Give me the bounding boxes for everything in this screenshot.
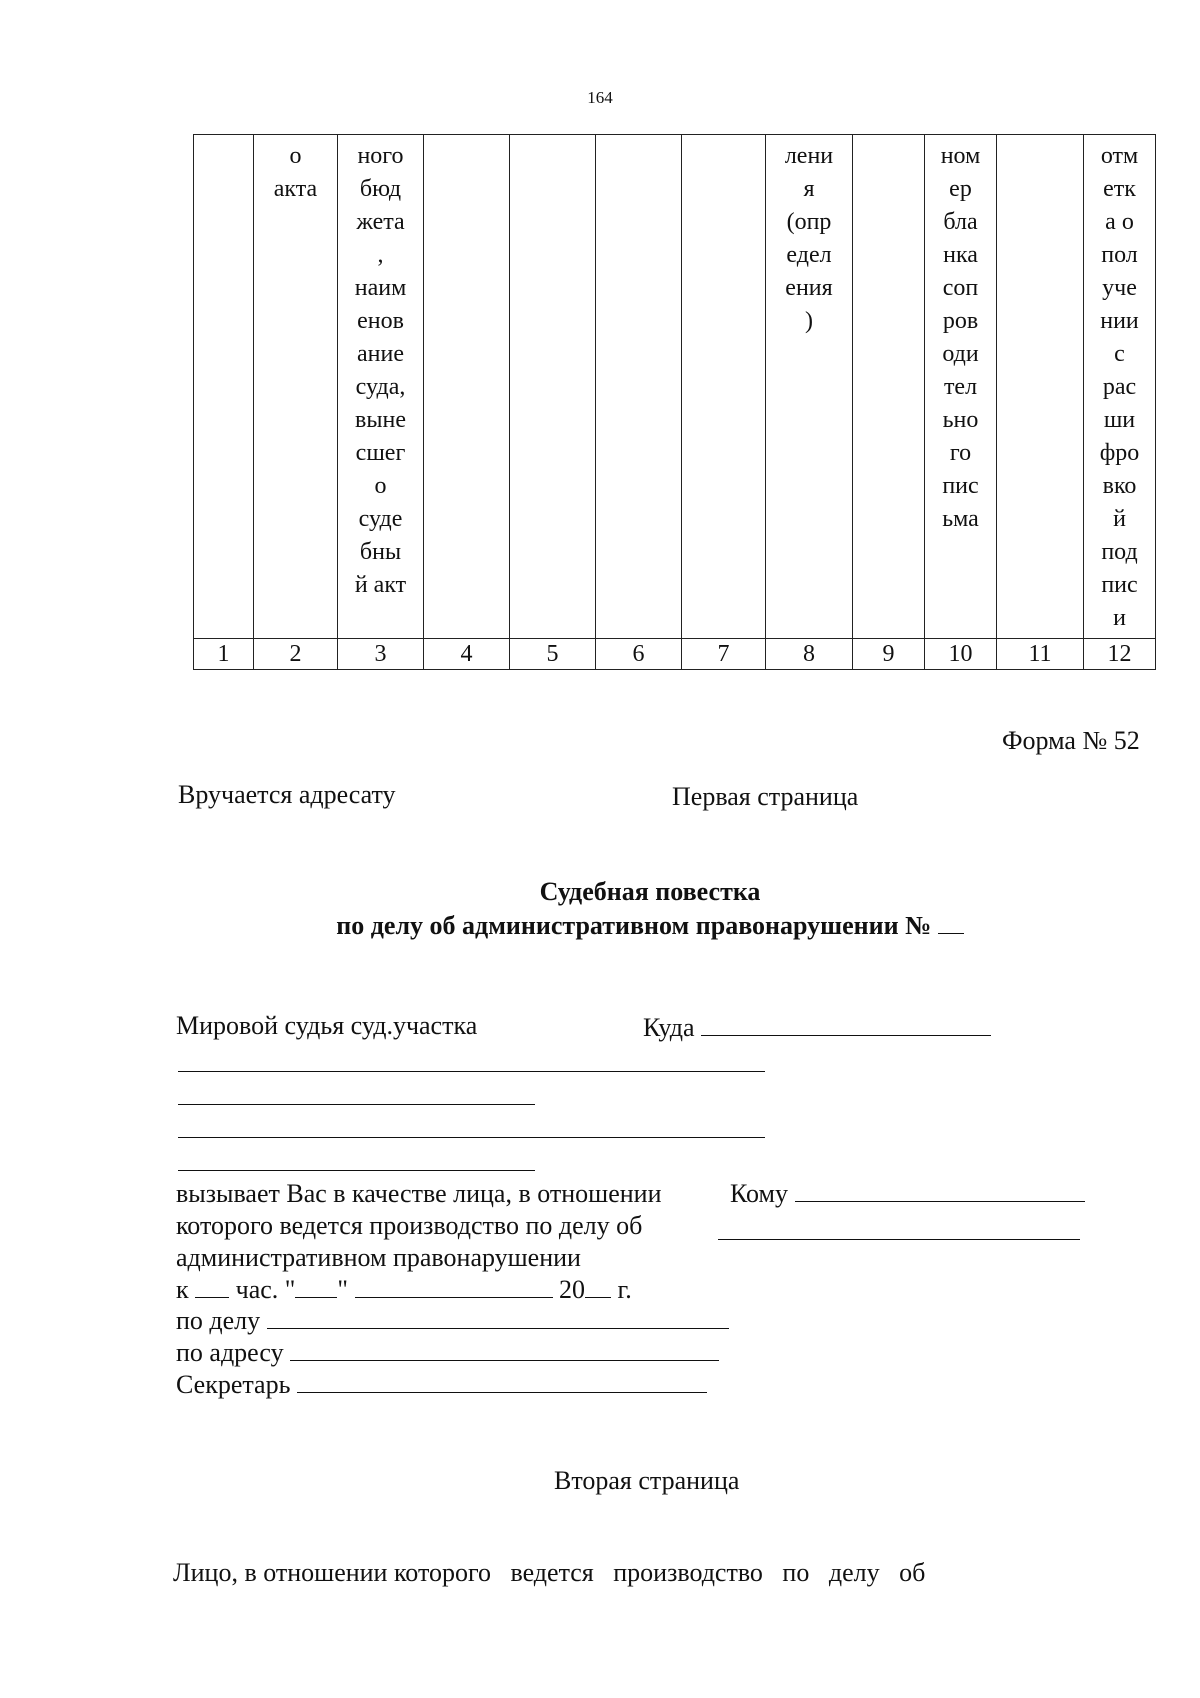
- header-cell-text: лени: [784, 143, 834, 169]
- column-number-cell: 1: [194, 639, 254, 670]
- table-header-cell-2: [254, 135, 338, 639]
- time-line: к час. " " 20 г.: [176, 1275, 632, 1304]
- header-cell-text: ьма: [942, 506, 979, 532]
- register-table: [193, 134, 1156, 670]
- header-cell-text: о: [289, 143, 302, 169]
- column-number-cell: 10: [925, 639, 997, 670]
- summons-text-line: вызывает Вас в качестве лица, в отношении: [176, 1179, 662, 1208]
- header-cell-text: едел: [786, 242, 832, 268]
- header-cell-text: ер: [949, 176, 972, 202]
- judge-blank-line: [178, 1137, 765, 1138]
- table-header-cell-10: [925, 135, 997, 639]
- header-cell-text: бны: [359, 539, 402, 565]
- header-cell-text: й акт: [354, 572, 407, 598]
- header-cell-text: бюд: [359, 176, 402, 202]
- table-header-cell-12: [1084, 135, 1156, 639]
- header-cell-text: соп: [942, 275, 979, 301]
- secretary-field: Секретарь: [176, 1369, 707, 1401]
- header-cell-text: ьно: [942, 407, 979, 433]
- header-cell-text: ши: [1103, 407, 1136, 433]
- table-header-cell-4: [424, 135, 510, 639]
- header-cell-text: бла: [943, 209, 978, 235]
- header-cell-text: а о: [1105, 209, 1134, 235]
- page-number: 164: [587, 88, 613, 107]
- header-cell-text: уче: [1102, 275, 1137, 301]
- header-cell-text: наим: [354, 275, 407, 301]
- column-number-cell: 6: [596, 639, 682, 670]
- header-cell-text: ание: [357, 341, 404, 367]
- header-cell-text: рас: [1102, 374, 1137, 400]
- judge-blank-line: [178, 1170, 535, 1171]
- second-page-label: Вторая страница: [554, 1466, 740, 1495]
- header-cell-text: ): [805, 308, 813, 334]
- header-cell-text: пис: [942, 473, 979, 499]
- header-cell-text: жета: [356, 209, 405, 235]
- header-cell-text: оди: [942, 341, 979, 367]
- header-cell-text: отм: [1100, 143, 1139, 169]
- summons-title: Судебная повестка: [539, 877, 761, 906]
- header-cell-text: етк: [1103, 176, 1136, 202]
- where-field: Куда: [643, 1012, 991, 1044]
- table-header-cell-6: [596, 135, 682, 639]
- case-field: по делу: [176, 1305, 729, 1337]
- table-header-cell-3: [338, 135, 424, 639]
- summons-text-line: административном правонарушении: [176, 1243, 581, 1272]
- header-cell-text: нка: [943, 242, 978, 268]
- whom-blank: [795, 1179, 1085, 1202]
- body-text-line: Лицо, в отношении которого ведется производство по делу об: [173, 1558, 926, 1587]
- column-number-cell: 8: [766, 639, 853, 670]
- header-cell-text: ном: [940, 143, 981, 169]
- address-field: по адресу: [176, 1337, 719, 1369]
- header-cell-text: сшег: [355, 440, 406, 466]
- table-header-cell-9: [853, 135, 925, 639]
- judge-label: Мировой судья суд.участка: [176, 1011, 478, 1040]
- header-cell-text: ров: [942, 308, 979, 334]
- column-number-cell: 12: [1084, 639, 1156, 670]
- header-cell-text: пис: [1101, 572, 1138, 598]
- header-cell-text: под: [1101, 539, 1138, 565]
- where-blank: [701, 1013, 991, 1036]
- header-cell-text: й: [1113, 506, 1126, 532]
- header-cell-text: вко: [1102, 473, 1137, 499]
- table-header-cell-5: [510, 135, 596, 639]
- header-cell-text: суда,: [355, 374, 406, 400]
- table-number-row: [194, 639, 1156, 670]
- table-header-row: [194, 135, 1156, 639]
- header-cell-text: (опр: [786, 209, 832, 235]
- column-number-cell: 5: [510, 639, 596, 670]
- header-cell-text: с: [1114, 341, 1125, 367]
- table-header-cell-7: [682, 135, 766, 639]
- table-header-cell-11: [997, 135, 1084, 639]
- header-cell-text: о: [374, 473, 387, 499]
- column-number-cell: 3: [338, 639, 424, 670]
- judge-blank-line: [178, 1104, 535, 1105]
- header-cell-text: ного: [357, 143, 404, 169]
- column-number-cell: 11: [997, 639, 1084, 670]
- header-cell-text: акта: [273, 176, 318, 202]
- handed-to-label: Вручается адресату: [178, 780, 396, 809]
- header-cell-text: фро: [1099, 440, 1140, 466]
- whom-field: Кому: [730, 1178, 1085, 1210]
- column-number-cell: 9: [853, 639, 925, 670]
- header-cell-text: я: [803, 176, 815, 202]
- header-cell-text: нии: [1100, 308, 1139, 334]
- whom-blank-line: [718, 1239, 1080, 1240]
- column-number-cell: 7: [682, 639, 766, 670]
- column-number-cell: 2: [254, 639, 338, 670]
- header-cell-text: тел: [943, 374, 978, 400]
- form-number: Форма № 52: [1002, 726, 1140, 755]
- header-cell-text: выне: [355, 407, 406, 433]
- judge-blank-line: [178, 1071, 765, 1072]
- header-cell-text: ,: [377, 242, 384, 268]
- table-header-cell-8: [766, 135, 853, 639]
- summons-subtitle: по делу об административном правонарушении №: [0, 909, 1200, 943]
- header-cell-text: и: [1113, 605, 1126, 631]
- header-cell-text: го: [949, 440, 972, 466]
- header-cell-text: енов: [357, 308, 404, 334]
- header-cell-text: суде: [358, 506, 403, 532]
- header-cell-text: пол: [1101, 242, 1138, 268]
- header-cell-text: ения: [785, 275, 833, 301]
- first-page-label: Первая страница: [672, 782, 859, 811]
- summons-text-line: которого ведется производство по делу об: [176, 1211, 643, 1240]
- table-header-cell-1: [194, 135, 254, 639]
- column-number-cell: 4: [424, 639, 510, 670]
